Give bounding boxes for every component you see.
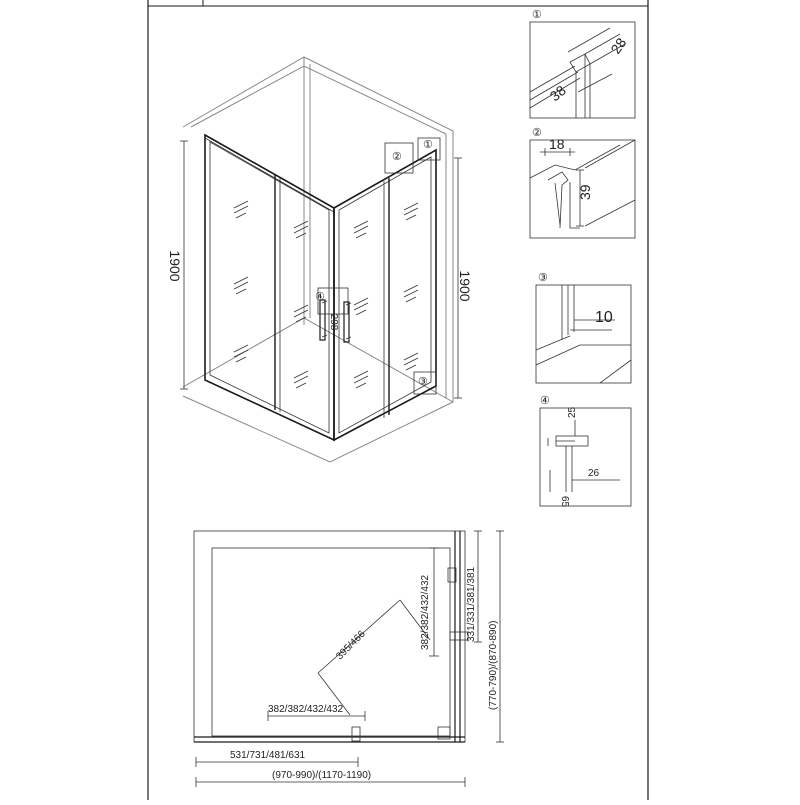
detail-3-panel: [536, 272, 631, 383]
detail-4-panel: [540, 395, 631, 508]
detail-3-marker: ③: [538, 272, 548, 284]
callout-4-marker: ④: [315, 291, 325, 303]
isometric-view: [167, 57, 473, 462]
detail-4-dim-c: 65: [559, 496, 570, 508]
detail-4-dim-a: 25: [567, 406, 578, 418]
detail-2-dim-a: 18: [549, 136, 565, 152]
callout-1-marker: ①: [423, 139, 433, 151]
callout-3-marker: ③: [418, 376, 428, 388]
glass-hatch-marks: [234, 201, 418, 388]
detail-3-dim-a: 10: [595, 309, 613, 326]
plan-right-outer-label: (770-790)/(870-890): [488, 620, 499, 710]
plan-diagonal-label: 395/466: [334, 628, 368, 663]
height-right-label: 1900: [457, 270, 473, 302]
detail-2-dim-b: 39: [577, 184, 593, 200]
detail-4-dim-b: 26: [588, 468, 600, 479]
detail-1-dim-b: 38: [546, 82, 569, 105]
plan-bottom-mid-label: 531/731/481/631: [230, 750, 306, 761]
plan-bottom-outer-label: (970-990)/(1170-1190): [272, 770, 372, 781]
left-glass-panel: [205, 135, 334, 440]
detail-2-panel: [530, 127, 635, 238]
callout-2-marker: ②: [392, 151, 402, 163]
plan-right-mid-label: 331/331/381/381: [466, 566, 477, 642]
detail-2-marker: ②: [532, 127, 542, 139]
plan-bottom-inner-label: 382/382/432/432: [268, 704, 344, 715]
room-walls: [183, 57, 453, 462]
detail-4-marker: ④: [540, 395, 550, 407]
plan-right-inner-label: 382/382/432/432: [420, 574, 431, 650]
detail-1-dim-a: 28: [607, 34, 630, 57]
height-left-label: 1900: [167, 250, 183, 282]
right-glass-panel: [334, 150, 436, 440]
detail-1-marker: ①: [532, 9, 542, 21]
detail-1-panel: [530, 9, 635, 118]
plan-view: [194, 531, 504, 787]
handle-dimension-label: 298: [328, 313, 339, 331]
